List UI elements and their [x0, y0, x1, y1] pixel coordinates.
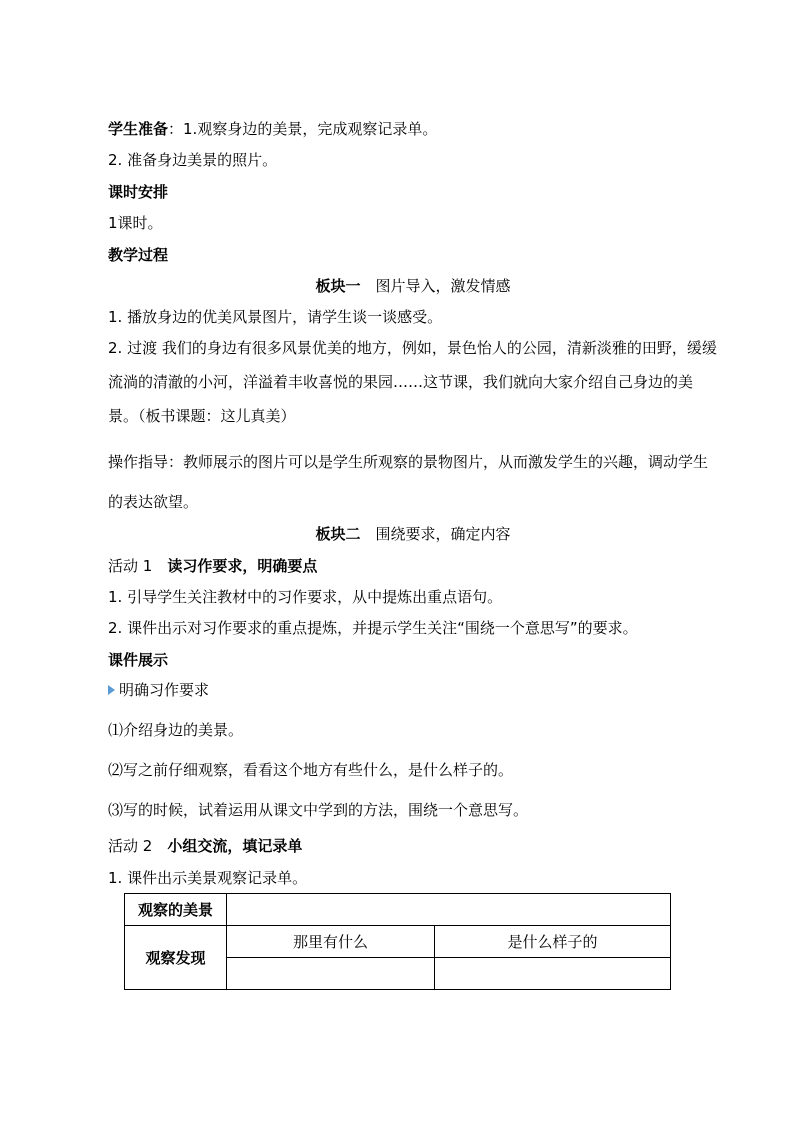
what-value-cell	[227, 958, 435, 990]
block1-guide: 操作指导：教师展示的图片可以是学生所观察的景物图片，从而激发学生的兴趣，调动学生的表达欲望。	[108, 453, 709, 511]
process-heading: 教学过程	[108, 246, 169, 264]
activity-1-step-2: 2. 课件出示对习作要求的重点提炼，并提示学生关注“围绕一个意思写”的要求。	[108, 619, 638, 637]
requirement-3: ⑶写的时候，试着运用从课文中学到的方法，围绕一个意思写。	[108, 801, 529, 819]
col-what-header: 那里有什么	[227, 926, 435, 958]
activity-1	[108, 556, 317, 576]
schedule-text: 1课时。	[108, 214, 163, 232]
observation-record-table	[124, 893, 671, 990]
activity-2-title: 小组交流，填记录单	[167, 837, 303, 855]
activity-2-label: 活动 2	[108, 837, 168, 855]
block1-title	[0, 276, 794, 296]
prep-item-1: ：1.观察身边的美景，完成观察记录单。	[168, 120, 438, 138]
block2-title-rest: 围绕要求，确定内容	[360, 525, 511, 543]
activity-2	[108, 836, 302, 856]
block1-step-1: 1. 播放身边的优美风景图片，请学生谈一谈感受。	[108, 308, 443, 326]
block2-title-bold: 板块二	[315, 525, 361, 543]
block1-step-2: 2. 过渡 我们的身边有很多风景优美的地方，例如，景色怡人的公园，清新淡雅的田野，缓缓流淌的清澈的小河，洋溢着丰收喜悦的果园……这节课，我们就向大家介绍自己身边的美景。（板书课题：这儿真美）	[108, 339, 717, 425]
table-row	[125, 926, 671, 958]
findings-label-cell: 观察发现	[125, 926, 227, 990]
scenery-label-cell: 观察的美景	[125, 894, 227, 926]
activity-1-step-1: 1. 引导学生关注教材中的习作要求，从中提炼出重点语句。	[108, 588, 503, 606]
requirements-title	[108, 680, 209, 700]
block1-title-rest: 图片导入，激发情感	[360, 277, 511, 295]
prep-line-1	[108, 119, 437, 139]
scenery-value-cell	[227, 894, 671, 926]
prep-item-2: 2. 准备身边美景的照片。	[108, 151, 278, 169]
block1-title-bold: 板块一	[315, 277, 361, 295]
block2-title	[0, 524, 794, 544]
courseware-heading: 课件展示	[108, 651, 169, 669]
activity-1-title: 读习作要求，明确要点	[167, 557, 318, 575]
col-like-header: 是什么样子的	[435, 926, 671, 958]
schedule-heading: 课时安排	[108, 183, 169, 201]
activity-2-step-1: 1. 课件出示美景观察记录单。	[108, 869, 308, 887]
like-value-cell	[435, 958, 671, 990]
requirement-1: ⑴介绍身边的美景。	[108, 721, 244, 739]
table-row	[125, 894, 671, 926]
triangle-bullet-icon	[108, 685, 115, 695]
prep-label: 学生准备	[108, 120, 169, 138]
requirements-title-text: 明确习作要求	[119, 681, 210, 699]
requirement-2: ⑵写之前仔细观察，看看这个地方有些什么，是什么样子的。	[108, 761, 514, 779]
activity-1-label: 活动 1	[108, 557, 168, 575]
